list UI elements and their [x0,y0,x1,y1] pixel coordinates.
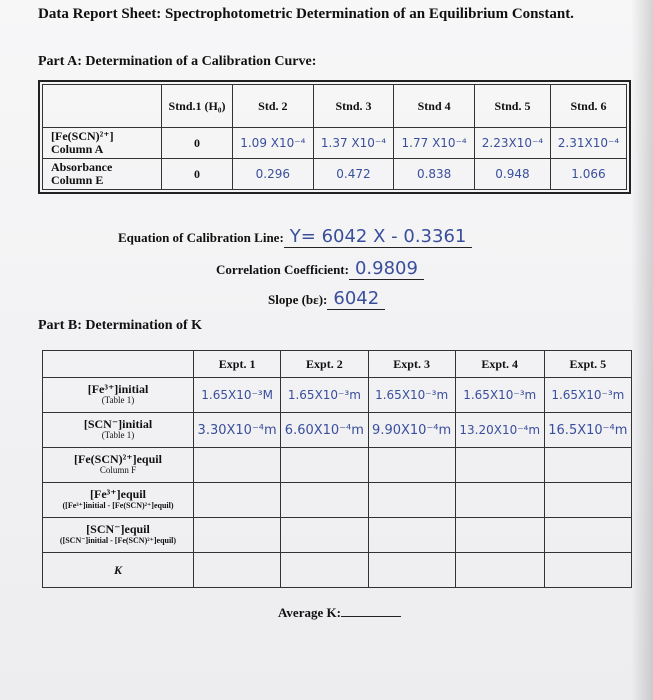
column-header: Expt. 5 [544,351,631,378]
slope-value: 6042 [327,288,385,310]
table-cell [368,448,455,483]
equation-label: Equation of Calibration Line: [118,230,284,245]
table-cell [455,553,544,588]
column-header: Expt. 1 [194,351,281,378]
part-b-heading: Part B: Determination of K [38,318,203,333]
table-cell: 2.23X10⁻⁴ [474,128,550,159]
table-cell: 1.066 [550,159,626,190]
table-cell: 0.472 [313,159,394,190]
table-cell [281,483,368,518]
table-cell: 6.60X10⁻⁴m [281,413,368,448]
corner-cell [43,85,162,128]
table-cell [194,553,281,588]
table-cell [455,483,544,518]
table-cell [194,518,281,553]
row-label [43,413,194,448]
table-cell [368,553,455,588]
row-label-line2: Column E [51,173,104,187]
row-label-line1: Absorbance [51,160,113,174]
table-row [43,483,632,518]
row-label [43,159,162,190]
table-cell [281,518,368,553]
table-cell: 1.65X10⁻³m [281,378,368,413]
row-label-line2: ([SCN⁻]initial - [Fe(SCN)²⁺]equil) [59,536,177,545]
average-k [278,605,401,621]
table-cell: 2.31X10⁻⁴ [550,128,626,159]
column-header: Expt. 4 [455,351,544,378]
table-row [43,448,632,483]
row-label-line1: K [113,562,122,577]
table-cell: 0 [162,128,233,159]
table-cell: 1.65X10⁻³m [368,378,455,413]
row-label-line1: [SCN⁻]equil [86,522,150,536]
correlation-coefficient [216,258,424,279]
row-label-line2: Column A [51,142,104,156]
column-header: Expt. 3 [368,351,455,378]
page-edge-shadow [631,0,653,700]
table-cell [194,483,281,518]
table-cell: 1.65X10⁻³m [544,378,631,413]
row-label [43,483,194,518]
row-label-line1: [Fe(SCN)²⁺]equil [74,452,162,466]
table-cell [455,518,544,553]
row-label [43,553,194,588]
table-cell [281,553,368,588]
row-label-line2: ([Fe³⁺]initial - [Fe(SCN)²⁺]equil) [62,501,174,510]
table-cell [544,448,631,483]
table-row [43,553,632,588]
table-cell [368,483,455,518]
table-cell: 0.948 [474,159,550,190]
equation-value: Y= 6042 X - 0.3361 [284,226,473,248]
k-determination-table [42,350,632,588]
column-header: Stnd. 3 [313,85,394,128]
corr-value: 0.9809 [349,258,424,280]
table-cell: 13.20X10⁻⁴m [455,413,544,448]
column-header: Expt. 2 [281,351,368,378]
row-label-line1: [Fe³⁺]initial [87,382,149,396]
row-label-line2: Column F [99,465,137,475]
table-cell [544,483,631,518]
row-label [43,448,194,483]
table-cell [544,553,631,588]
table-cell: 16.5X10⁻⁴m [544,413,631,448]
table-cell: 9.90X10⁻⁴m [368,413,455,448]
part-a-heading: Part A: Determination of a Calibration Curve: [38,54,317,69]
row-label-line2: (Table 1) [101,430,135,440]
calibration-equation [118,226,472,247]
table-row [43,128,627,159]
row-label-line1: [SCN⁻]initial [83,417,153,431]
row-label [43,128,162,159]
average-k-blank [341,616,401,617]
table-cell: 1.37 X10⁻⁴ [313,128,394,159]
table-cell [455,448,544,483]
table-cell: 1.77 X10⁻⁴ [394,128,475,159]
table-cell [194,448,281,483]
row-label-line2: (Table 1) [101,395,135,405]
table-header-row [43,351,632,378]
table-cell [368,518,455,553]
column-header: Stnd.1 (H₀) [162,85,233,128]
table-cell: 1.65X10⁻³m [455,378,544,413]
table-header-row [43,85,627,128]
slope [268,288,385,309]
table-cell: 3.30X10⁻⁴m [194,413,281,448]
table-cell: 0.296 [233,159,314,190]
row-label-line1: [Fe(SCN)²⁺] [51,129,114,143]
corr-label: Correlation Coefficient: [216,262,349,277]
table-cell: 0 [162,159,233,190]
table-row [43,378,632,413]
average-k-label: Average K: [278,605,341,620]
table-cell [281,448,368,483]
column-header: Std. 2 [233,85,314,128]
column-header: Stnd 4 [394,85,475,128]
table-cell [544,518,631,553]
row-label [43,378,194,413]
table-row [43,159,627,190]
table-row [43,518,632,553]
table-row [43,413,632,448]
corner-cell [43,351,194,378]
slope-label: Slope (bε): [268,292,328,307]
document-title: Data Report Sheet: Spectrophotometric Determination of an Equilibrium Constant. [38,6,574,22]
row-label-line1: [Fe³⁺]equil [90,487,146,501]
table-cell: 0.838 [394,159,475,190]
calibration-table [42,84,627,190]
table-cell: 1.65X10⁻³M [194,378,281,413]
table-cell: 1.09 X10⁻⁴ [233,128,314,159]
column-header: Stnd. 5 [474,85,550,128]
column-header: Stnd. 6 [550,85,626,128]
row-label [43,518,194,553]
